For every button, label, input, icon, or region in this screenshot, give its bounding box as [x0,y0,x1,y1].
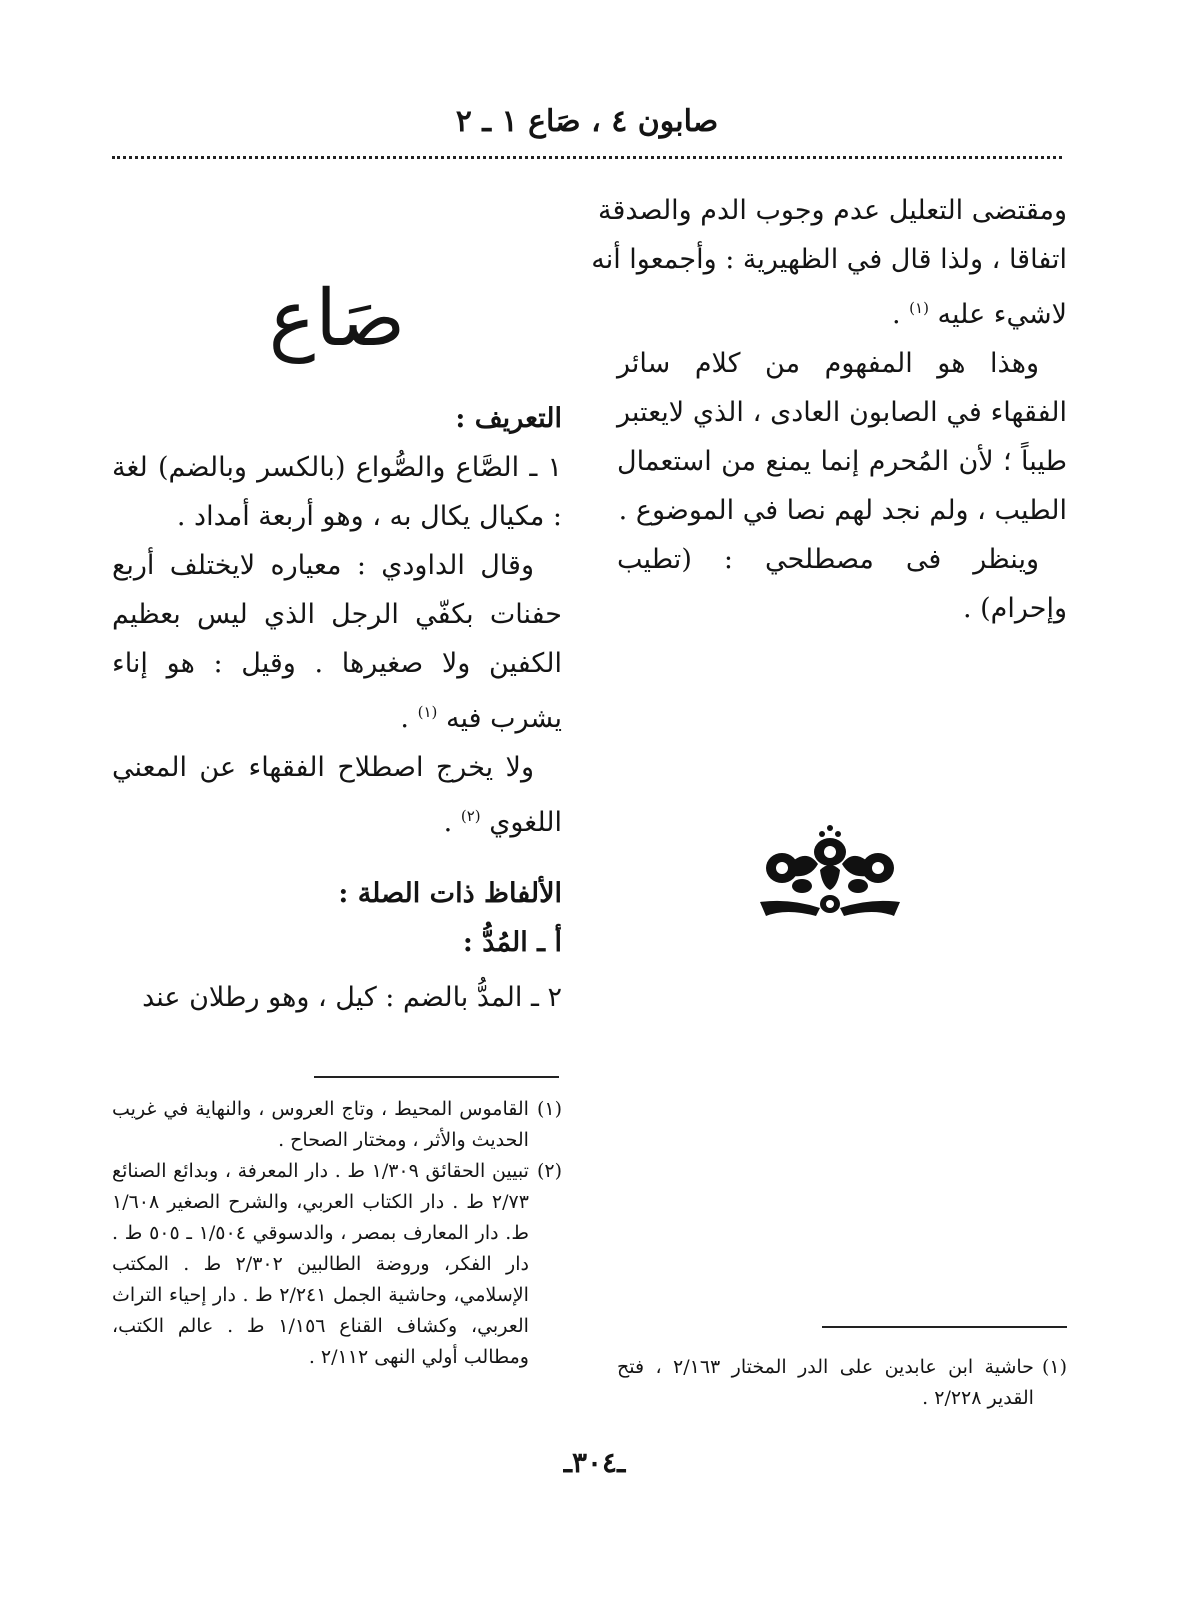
footnote [112,1094,562,1156]
text-line: ومقتضى التعليل عدم وجوب الدم والصدقة [597,195,1067,226]
footnote-number: (١) [536,1098,562,1120]
page-number: ـ٣٠٤ـ [563,1446,626,1479]
entry-title: صَاع [268,274,406,364]
footnotes-right [617,1352,1067,1414]
footnote [617,1352,1067,1414]
paragraph: وهذا هو المفهوم من كلام سائر الفقهاء في الصابون العادى ، الذي لايعتبر طيباً ؛ لأن المُحرم إنما يمنع من استعمال الطيب ، ولم نجد لهم نصا في الموضوع . [617,348,1067,526]
footnote [112,1156,562,1373]
footnote-ref: (١) [417,703,438,721]
footnote-number: (٢) [536,1160,562,1182]
paragraph: ولا يخرج اصطلاح الفقهاء عن المعني اللغوي $^{(٢)}$ . [112,752,562,838]
running-header: صابون ٤ ، صَاع ١ ـ ٢ [455,104,719,139]
paragraph: ١ ـ الصَّاع والصُّواع (بالكسر وبالضم) لغة : مكيال يكال به ، وهو أربعة أمداد . [112,452,562,532]
text-fragment: لاشيء عليه [937,299,1067,330]
footnote-text: تبيين الحقائق ١/٣٠٩ ط . دار المعرفة ، وبدائع الصنائع ٢/٧٣ ط . دار الكتاب العربي، والشرح الصغير ١/٦٠٨ ط. دار المعارف بمصر ، والدسوقي ١/٥٠٤ ـ ٥٠٥ ط . دار الفكر، وروضة الطالبين ٢/٣٠٢ ط . المكتب الإسلامي، وحاشية الجمل ٢/٢٤١ ط . دار إحياء التراث العربي، وكشاف القناع ١/١٥٦ ط . عالم الكتب، ومطالب أولي النهى ٢/١١٢ . [112,1160,529,1368]
footnote-divider [314,1076,559,1078]
footnote-divider [822,1326,1067,1328]
text-line: اتفاقا ، ولذا قال في الظهيرية : وأجمعوا أنه [591,244,1067,275]
subsection-heading: أ ـ المُدُّ : [462,927,562,958]
paragraph: وينظر فى مصطلحي : (تطيب وإحرام) . [617,544,1067,624]
right-column [591,186,1067,633]
footnotes-left [112,1094,562,1373]
footnote-number: (١) [1041,1356,1067,1378]
text-line [617,284,1067,339]
text-fragment: وقال الداودي : معياره لايختلف أربع حفنات بكفّي الرجل الذي ليس بعظيم الكفين ولا صغيرها . وقيل : هو إناء يشرب فيه [112,550,562,734]
section-heading: الألفاظ ذات الصلة : [338,878,562,909]
footnote-text: حاشية ابن عابدين على الدر المختار ٢/١٦٣ ، فتح القدير ٢/٢٢٨ . [617,1356,1034,1409]
header-divider [112,156,1062,159]
section-heading: التعريف : [455,403,562,434]
left-column [112,186,562,1022]
footnote-ref: (١) [909,299,929,317]
text-fragment: ولا يخرج اصطلاح الفقهاء عن المعني اللغوي [112,752,562,838]
floral-ornament-icon [750,820,910,930]
paragraph: وقال الداودي : معياره لايختلف أربع حفنات بكفّي الرجل الذي ليس بعظيم الكفين ولا صغيرها . وقيل : هو إناء يشرب فيه $^{(١)}$ . [112,550,562,734]
footnote-text: القاموس المحيط ، وتاج العروس ، والنهاية في غريب الحديث والأثر ، ومختار الصحاح . [112,1098,529,1151]
paragraph: ٢ ـ المدُّ بالضم : كيل ، وهو رطلان عند [142,982,562,1013]
text-fragment: . [891,299,901,330]
footnote-ref: (٢) [460,807,481,825]
